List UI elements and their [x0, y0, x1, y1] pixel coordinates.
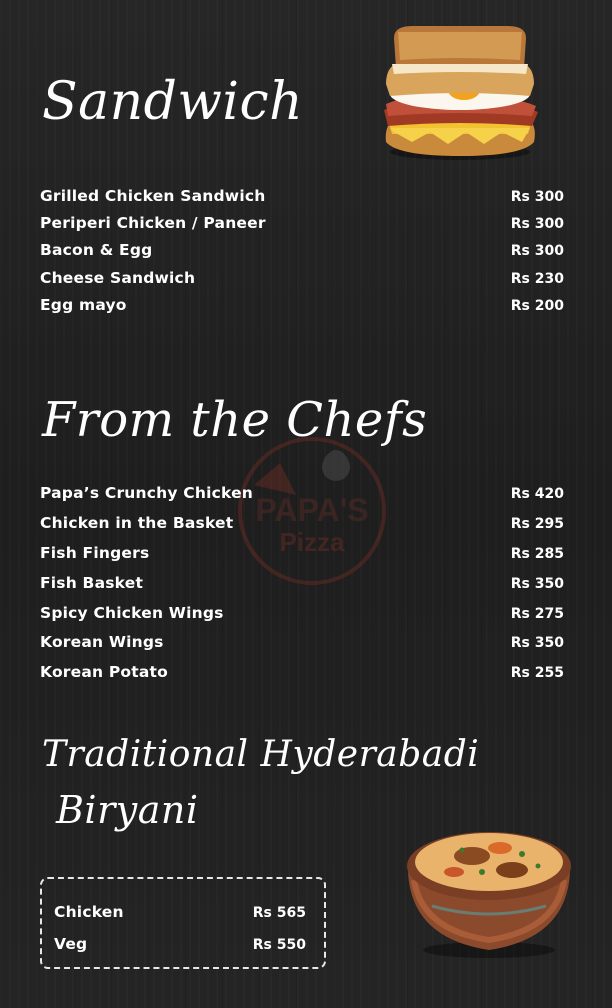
menu-item — [40, 604, 564, 626]
item-name: Cheese Sandwich — [40, 269, 196, 287]
item-price: Rs 550 — [252, 937, 306, 953]
menu-item — [40, 633, 564, 655]
item-price: Rs 300 — [510, 189, 564, 205]
biryani-heading-line1: Traditional Hyderabadi — [42, 734, 480, 775]
biryani-heading-line2: Biryani — [56, 788, 199, 832]
item-price: Rs 295 — [510, 516, 564, 532]
item-name: Bacon & Egg — [40, 241, 153, 259]
item-name: Chicken — [54, 903, 124, 921]
item-price: Rs 300 — [510, 243, 564, 259]
item-name: Korean Potato — [40, 663, 168, 681]
item-price: Rs 350 — [510, 635, 564, 651]
menu-item — [40, 514, 564, 536]
menu-item — [54, 935, 306, 957]
item-name: Egg mayo — [40, 296, 127, 314]
menu-item — [54, 903, 306, 925]
menu-item — [40, 663, 564, 685]
item-price: Rs 285 — [510, 546, 564, 562]
item-price: Rs 255 — [510, 665, 564, 681]
biryani-price-box — [40, 877, 326, 969]
item-name: Fish Fingers — [40, 544, 150, 562]
item-price: Rs 420 — [510, 486, 564, 502]
item-price: Rs 275 — [510, 606, 564, 622]
item-name: Korean Wings — [40, 633, 164, 651]
item-price: Rs 565 — [252, 905, 306, 921]
menu-item — [40, 544, 564, 566]
item-name: Periperi Chicken / Paneer — [40, 214, 266, 232]
menu-item — [40, 241, 564, 263]
item-price: Rs 200 — [510, 298, 564, 314]
menu-item — [40, 574, 564, 596]
menu-item — [40, 187, 564, 209]
item-price: Rs 300 — [510, 216, 564, 232]
chefs-heading: From the Chefs — [42, 392, 428, 448]
item-price: Rs 350 — [510, 576, 564, 592]
sandwich-heading: Sandwich — [42, 72, 304, 132]
item-name: Grilled Chicken Sandwich — [40, 187, 266, 205]
item-name: Spicy Chicken Wings — [40, 604, 224, 622]
menu-item — [40, 269, 564, 291]
watermark-text-1: PAPA'S — [255, 492, 369, 528]
watermark-text-2: Pizza — [279, 527, 345, 557]
menu-item — [40, 484, 564, 506]
menu-item — [40, 296, 564, 318]
item-price: Rs 230 — [510, 271, 564, 287]
item-name: Veg — [54, 935, 88, 953]
sandwich-image — [372, 24, 548, 162]
menu-item — [40, 214, 564, 236]
biryani-image — [402, 810, 576, 960]
item-name: Papa’s Crunchy Chicken — [40, 484, 254, 502]
item-name: Chicken in the Basket — [40, 514, 234, 532]
item-name: Fish Basket — [40, 574, 144, 592]
